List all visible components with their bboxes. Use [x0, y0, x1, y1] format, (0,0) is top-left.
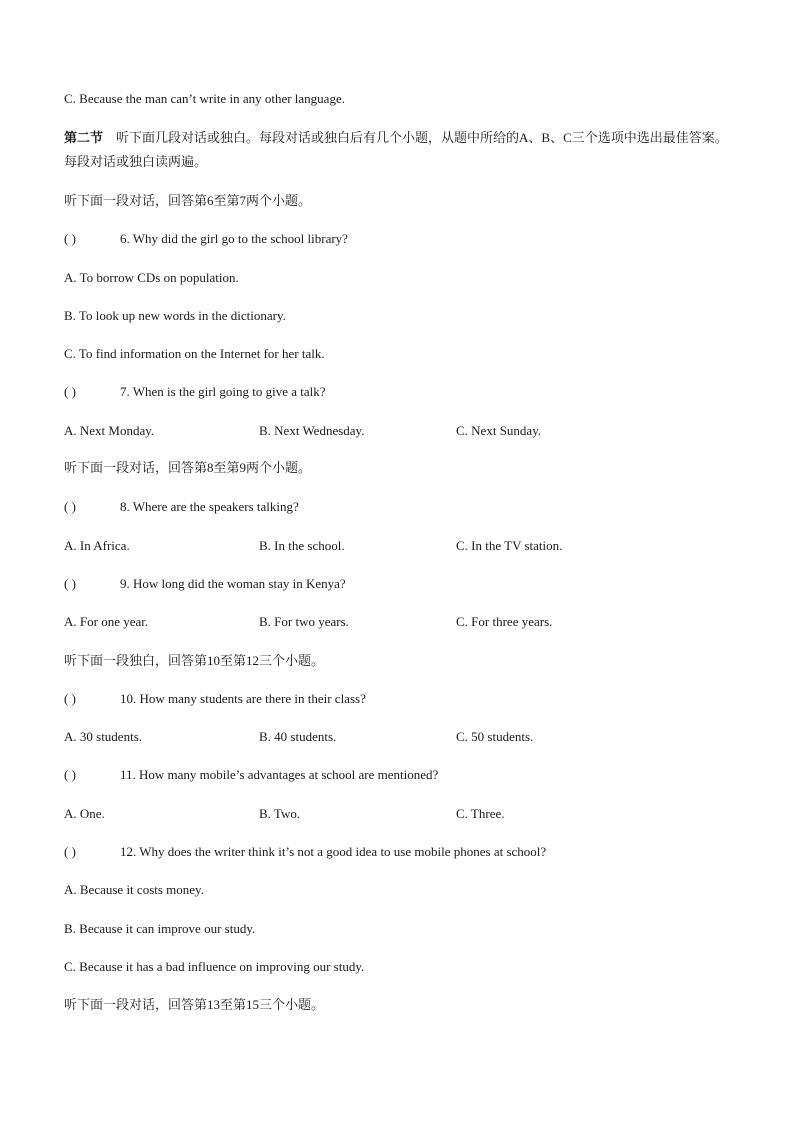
- answer-blank: ( ): [64, 499, 76, 514]
- q10-options: [64, 728, 744, 746]
- question-text: 11. How many mobile’s advantages at school are mentioned?: [120, 767, 439, 782]
- question-11: [64, 766, 730, 784]
- answer-blank: ( ): [64, 767, 76, 782]
- q9-option-c: C. For three years.: [456, 614, 553, 629]
- section-instructions: [64, 126, 730, 174]
- answer-blank: ( ): [64, 576, 76, 591]
- q12-option-a: A. Because it costs money.: [64, 882, 204, 897]
- question-text: 9. How long did the woman stay in Kenya?: [120, 576, 346, 591]
- answer-blank: ( ): [64, 844, 76, 859]
- listening-prompt-4: 听下面一段对话，回答第13至第15三个小题。: [64, 997, 325, 1012]
- question-text: 8. Where are the speakers talking?: [120, 499, 299, 514]
- q8-option-a: A. In Africa.: [64, 538, 130, 553]
- q7-option-b: B. Next Wednesday.: [259, 423, 365, 438]
- q10-option-a: A. 30 students.: [64, 729, 142, 744]
- q11-option-b: B. Two.: [259, 806, 301, 821]
- question-text: 10. How many students are there in their class?: [120, 691, 366, 706]
- q12-option-b: B. Because it can improve our study.: [64, 921, 256, 936]
- question-text: 12. Why does the writer think it’s not a good idea to use mobile phones at school?: [120, 844, 547, 859]
- question-8: [64, 498, 730, 516]
- q12-option-c: C. Because it has a bad influence on improving our study.: [64, 959, 365, 974]
- q8-options: [64, 537, 744, 555]
- q9-option-a: A. For one year.: [64, 614, 149, 629]
- listening-prompt-1: 听下面一段对话，回答第6至第7两个小题。: [64, 193, 312, 208]
- question-text: 6. Why did the girl go to the school library?: [120, 231, 348, 246]
- q6-option-b: B. To look up new words in the dictionary.: [64, 308, 286, 323]
- q5-option-c: C. Because the man can’t write in any other language.: [64, 91, 345, 106]
- q7-option-a: A. Next Monday.: [64, 423, 155, 438]
- q9-option-b: B. For two years.: [259, 614, 349, 629]
- q8-option-b: B. In the school.: [259, 538, 345, 553]
- question-12: [64, 843, 730, 861]
- q11-options: [64, 805, 744, 823]
- answer-blank: ( ): [64, 691, 76, 706]
- answer-blank: ( ): [64, 384, 76, 399]
- section-instruction-text: 听下面几段对话或独白。每段对话或独白后有几个小题，从题中所给的A、B、C三个选项中选出最佳答案。每段对话或独白读两遍。: [64, 130, 728, 169]
- q9-options: [64, 613, 744, 631]
- q11-option-c: C. Three.: [456, 806, 505, 821]
- q11-option-a: A. One.: [64, 806, 105, 821]
- q10-option-b: B. 40 students.: [259, 729, 337, 744]
- question-6: [64, 230, 730, 248]
- q8-option-c: C. In the TV station.: [456, 538, 563, 553]
- q7-option-c: C. Next Sunday.: [456, 423, 542, 438]
- question-7: [64, 383, 730, 401]
- question-10: [64, 690, 730, 708]
- q6-option-c: C. To find information on the Internet for her talk.: [64, 346, 325, 361]
- answer-blank: ( ): [64, 231, 76, 246]
- q6-option-a: A. To borrow CDs on population.: [64, 270, 239, 285]
- q7-options: [64, 422, 744, 440]
- question-9: [64, 575, 730, 593]
- question-text: 7. When is the girl going to give a talk?: [120, 384, 326, 399]
- listening-prompt-3: 听下面一段独白，回答第10至第12三个小题。: [64, 653, 325, 668]
- listening-prompt-2: 听下面一段对话，回答第8至第9两个小题。: [64, 460, 312, 475]
- q10-option-c: C. 50 students.: [456, 729, 534, 744]
- section-label: 第二节: [64, 130, 104, 145]
